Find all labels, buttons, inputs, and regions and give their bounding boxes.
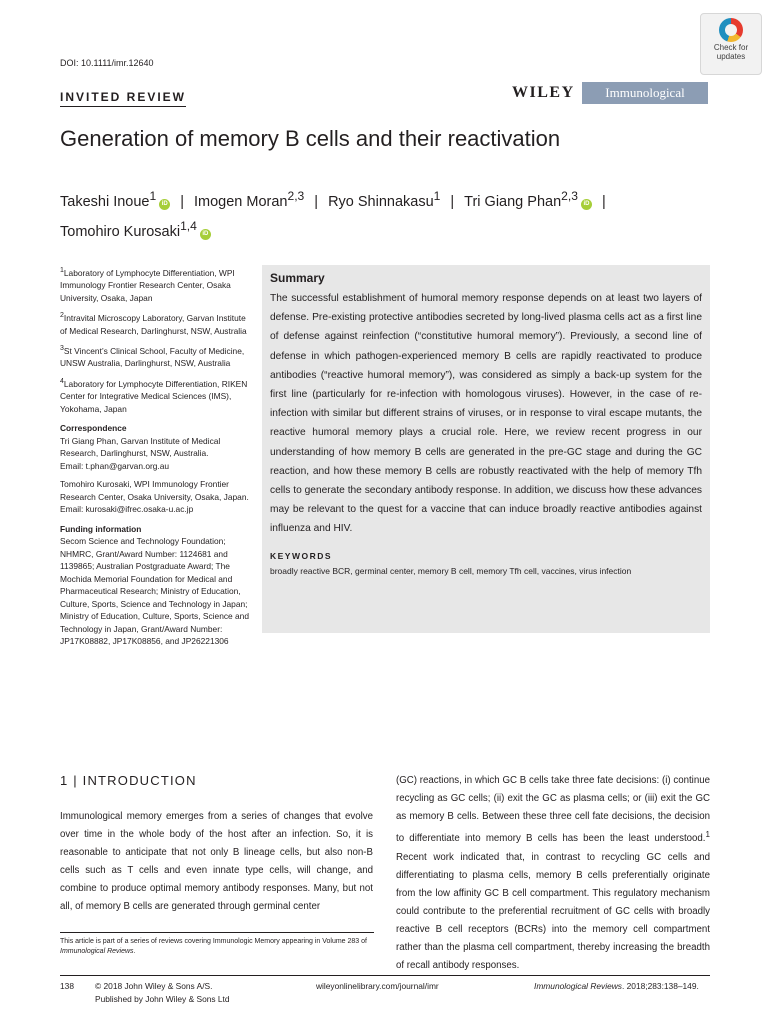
correspondence-heading: Correspondence bbox=[60, 423, 127, 434]
author[interactable]: Ryo Shinnakasu$^1$ bbox=[328, 189, 441, 210]
author[interactable]: Tri Giang Phan$^{2,3}$iD bbox=[464, 194, 592, 210]
funding-text: Secom Science and Technology Foundation; NHMRC, Grant/Award Number: 1124681 and 1139865; Australian Postgraduate Award; The Mochida Memorial Foundation for Medical and Pharmaceutical Research; Ministry of Education, Culture, Sports, Science and Technology in Japan; Ministry of Education, Culture, Sports, Science and Technology in Japan, Grant/Award Number: JP17K08882, JP17K08856, and JP26221306 bbox=[60, 536, 249, 647]
affiliation: $^3$St Vincent’s Clinical School, Faculty of Medicine, UNSW Australia, Darlinghurst, NSW, Australia bbox=[60, 345, 245, 369]
section-heading: 1 | INTRODUCTION bbox=[60, 773, 197, 788]
summary-text: The successful establishment of humoral memory response depends on at least two layers of defense. Pre-existing protective antibodies secreted by long-lived plasma cells act as a first line of defense against reinfection (“constitutive humoral memory”). Previously, a second line of defense in which pathogen-experienced memory B cells are rapidly reactivated to produce antibodies (“reactive humoral memory”), was considered as simply a back-up system for the first line (particularly for re-infection with homologous viruses). However, in the case of re-infection with similar but different strains of viruses, or in response to viral escape mutants, the reactive humoral memory plays a crucial role. Here, we review recent progress in our understanding of how memory B cells are generated in the pre-GC stage and during the GC reaction, and how these memory B cells are robustly reactivated with the help of memory Tfh cells to generate the secondary antibody response. In addition, we discuss how these advances may be relevant to the quest for a vaccine that can induce broadly reactive antibodies against influenza and HIV. bbox=[270, 293, 702, 535]
keywords-list: broadly reactive BCR, germinal center, memory B cell, memory Tfh cell, vaccines, virus infection bbox=[270, 565, 632, 576]
email-link[interactable]: Email: t.phan@garvan.org.au bbox=[60, 460, 170, 471]
crossmark-icon bbox=[719, 18, 743, 42]
email-link[interactable]: Email: kurosaki@ifrec.osaka-u.ac.jp bbox=[60, 504, 194, 515]
check-for-updates-badge[interactable] bbox=[700, 13, 762, 75]
affiliations-sidebar bbox=[60, 265, 250, 654]
correspondence-entry: Tri Giang Phan, Garvan Institute of Medical Research, Darlinghurst, NSW, Australia. Email: t.phan@garvan.org.au bbox=[60, 435, 221, 471]
check-updates-line-1: Check for bbox=[713, 43, 749, 52]
affiliation: $^4$Laboratory for Lymphocyte Differentiation, RIKEN Center for Integrative Medical Sciences (IMS), Yokohama, Japan bbox=[60, 377, 248, 414]
author-list bbox=[60, 184, 700, 244]
footer-divider bbox=[60, 975, 710, 976]
copyright: © 2018 John Wiley & Sons A/S. Published by John Wiley & Sons Ltd bbox=[95, 981, 230, 1004]
funding-heading: Funding information bbox=[60, 523, 142, 534]
article-title: Generation of memory B cells and their reactivation bbox=[60, 126, 561, 151]
citation-ref[interactable]: 1 bbox=[705, 830, 710, 840]
affiliation: $^2$Intravital Microscopy Laboratory, Garvan Institute of Medical Research, Darlinghurst, NSW, Australia bbox=[60, 312, 247, 336]
page-number: 138 bbox=[60, 981, 74, 991]
summary-heading: Summary bbox=[270, 271, 325, 285]
journal-url[interactable]: wileyonlinelibrary.com/journal/imr bbox=[316, 981, 439, 991]
body-column-right: (GC) reactions, in which GC B cells take three fate decisions: (i) continue recycling as GC cells; (ii) exit the GC as plasma cells; or (iii) exit the GC as memory B cells. Between these three cell fate decisions, the decision to differentiate into memory B cells has been the least understood.$^1$ Recent work indicated that, in contrast to recycling GC cells and differentiating to plasma cells, memory B cells preferentially originate from the low affinity GC B cell compartment. This regulatory mechanism could contribute to the preferential recruitment of GC cells with broadly reactive B cell receptors (BCRs) into the memory cell compartment rather than the plasma cell compartment, thereby increasing the breadth of recall antibody responses. bbox=[396, 775, 710, 972]
correspondence-entry: Tomohiro Kurosaki, WPI Immunology Frontier Research Center, Osaka University, Osaka, Japan. Email: kurosaki@ifrec.osaka-u.ac.jp bbox=[60, 479, 249, 515]
check-updates-line-2: updates bbox=[716, 52, 746, 61]
orcid-icon[interactable]: iD bbox=[581, 199, 592, 210]
orcid-icon[interactable]: iD bbox=[200, 229, 211, 240]
footnote: This article is part of a series of reviews covering Immunologic Memory appearing in Volume 283 of Immunological Reviews. bbox=[60, 938, 367, 955]
orcid-icon[interactable]: iD bbox=[159, 199, 170, 210]
author[interactable]: Imogen Moran$^{2,3}$ bbox=[193, 189, 305, 210]
publisher-logo: WILEY bbox=[512, 84, 575, 101]
journal-logo: Immunological Reviews bbox=[582, 82, 708, 104]
summary-box bbox=[262, 265, 710, 633]
author-separator: | bbox=[601, 193, 606, 210]
author[interactable]: Tomohiro Kurosaki$^{1,4}$iD bbox=[60, 224, 211, 240]
keywords-heading: KEYWORDS bbox=[270, 550, 333, 561]
author-separator: | bbox=[314, 193, 319, 210]
author-separator: | bbox=[180, 193, 184, 210]
footnote-divider bbox=[60, 932, 374, 933]
citation: Immunological Reviews. 2018;283:138–149. bbox=[534, 981, 699, 991]
article-type: INVITED REVIEW bbox=[60, 90, 186, 107]
author-separator: | bbox=[450, 193, 455, 210]
author[interactable]: Takeshi Inoue$^1$iD bbox=[60, 194, 170, 210]
affiliation: $^1$Laboratory of Lymphocyte Differentiation, WPI Immunology Frontier Research Center, Osaka University, Osaka, Japan bbox=[60, 267, 235, 303]
doi: DOI: 10.1111/imr.12640 bbox=[60, 58, 154, 68]
body-column-left: Immunological memory emerges from a series of changes that evolve over time in the whole body of the host after an infection. So, it is reasonable to anticipate that not only B lineage cells, but also non-B cells such as T cells and even innate type cells, will change, and combine to produce optimal memory antibody responses. Many, but not all, of memory B cells are generated through germinal center bbox=[60, 811, 373, 913]
